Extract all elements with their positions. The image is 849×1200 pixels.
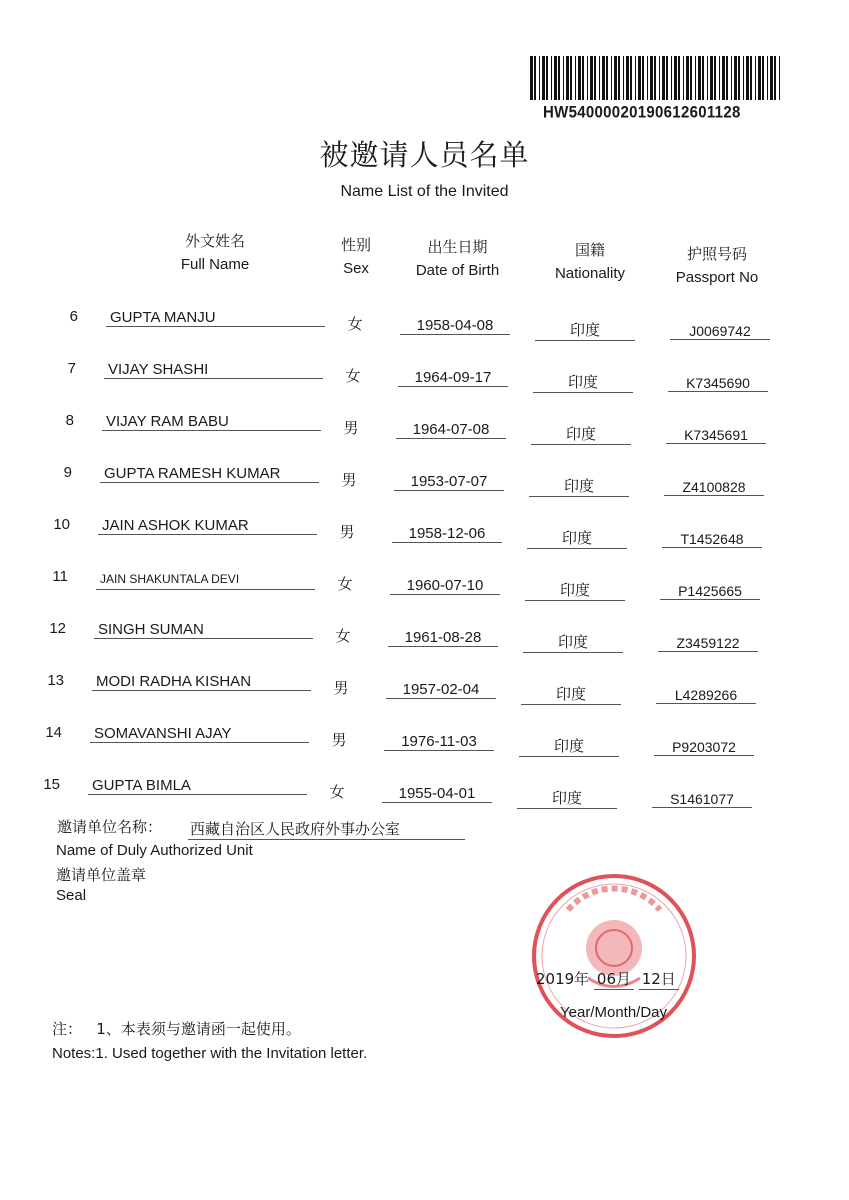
header-passport-cn: 护照号码 <box>686 245 747 263</box>
row-number: 12 <box>49 620 66 637</box>
passport-number: K7345690 <box>668 375 768 392</box>
page-title-en: Name List of the Invited <box>340 183 509 200</box>
sex: 女 <box>329 783 345 801</box>
barcode <box>530 56 782 100</box>
nationality: 印度 <box>523 631 623 653</box>
table-row <box>0 567 849 601</box>
header-nationality-en: Nationality <box>554 265 626 282</box>
barcode-bar <box>707 56 708 100</box>
barcode-bar <box>702 56 704 100</box>
sex: 女 <box>345 367 361 385</box>
date-of-birth: 1953-07-07 <box>394 473 504 491</box>
full-name: GUPTA MANJU <box>106 309 325 327</box>
page-title-cn: 被邀请人员名单 <box>319 138 530 172</box>
barcode-bar <box>722 56 725 100</box>
header-passport <box>665 242 769 290</box>
barcode-bar <box>774 56 776 100</box>
table-row <box>0 307 849 341</box>
barcode-bar <box>686 56 689 100</box>
barcode-bar <box>734 56 737 100</box>
barcode-bar <box>635 56 636 100</box>
barcode-bar <box>551 56 552 100</box>
full-name: GUPTA BIMLA <box>88 777 307 795</box>
date-of-birth: 1955-04-01 <box>382 785 492 803</box>
barcode-bar <box>770 56 773 100</box>
barcode-bar <box>714 56 716 100</box>
barcode-bar <box>710 56 713 100</box>
sex: 女 <box>335 627 351 645</box>
date-of-birth: 1964-07-08 <box>396 421 506 439</box>
nationality: 印度 <box>525 579 625 601</box>
barcode-bar <box>695 56 696 100</box>
date-format-label: Year/Month/Day <box>560 1004 668 1021</box>
row-number: 8 <box>65 412 74 429</box>
full-name: VIJAY SHASHI <box>104 361 323 379</box>
barcode-bar <box>683 56 684 100</box>
barcode-bar <box>738 56 740 100</box>
barcode-bar <box>611 56 612 100</box>
date-of-birth: 1958-12-06 <box>392 525 502 543</box>
barcode-bar <box>630 56 632 100</box>
barcode-bar <box>779 56 780 100</box>
row-number: 10 <box>53 516 70 533</box>
barcode-bar <box>762 56 764 100</box>
barcode-bar <box>546 56 548 100</box>
unit-value-cn: 西藏自治区人民政府外事办公室 <box>188 818 465 840</box>
barcode-bar <box>666 56 668 100</box>
table-row <box>0 723 849 757</box>
header-full-name-en: Full Name <box>180 256 250 273</box>
header-nationality <box>540 238 640 286</box>
passport-number: P1425665 <box>660 583 760 600</box>
date-row <box>536 968 679 990</box>
full-name: JAIN SHAKUNTALA DEVI <box>96 569 315 590</box>
nationality: 印度 <box>519 735 619 757</box>
nationality: 印度 <box>531 423 631 445</box>
nationality: 印度 <box>533 371 633 393</box>
header-dob-en: Date of Birth <box>415 262 500 279</box>
header-sex-en: Sex <box>343 260 369 277</box>
passport-number: J0069742 <box>670 323 770 340</box>
table-row <box>0 775 849 809</box>
header-passport-en: Passport No <box>675 269 759 286</box>
barcode-bar <box>674 56 677 100</box>
row-number: 13 <box>47 672 64 689</box>
full-name: SOMAVANSHI AJAY <box>90 725 309 743</box>
table-row <box>0 671 849 705</box>
barcode-bar <box>659 56 660 100</box>
row-number: 6 <box>69 308 78 325</box>
nationality: 印度 <box>517 787 617 809</box>
date-of-birth: 1958-04-08 <box>400 317 510 335</box>
barcode-bar <box>575 56 576 100</box>
row-number: 9 <box>63 464 72 481</box>
barcode-bar <box>743 56 744 100</box>
barcode-bar <box>698 56 701 100</box>
sex: 男 <box>331 731 347 749</box>
barcode-bar <box>746 56 749 100</box>
barcode-bar <box>554 56 557 100</box>
barcode-bar <box>590 56 593 100</box>
barcode-bar <box>626 56 629 100</box>
barcode-bar <box>566 56 569 100</box>
barcode-bar <box>539 56 540 100</box>
seal-label-cn: 邀请单位盖章 <box>56 866 147 884</box>
passport-number: T1452648 <box>662 531 762 548</box>
table-row <box>0 359 849 393</box>
barcode-bar <box>650 56 653 100</box>
passport-number: K7345691 <box>666 427 766 444</box>
date-day: 12日 <box>639 968 679 990</box>
barcode-bar <box>719 56 720 100</box>
passport-number: L4289266 <box>656 687 756 704</box>
barcode-bar <box>587 56 588 100</box>
barcode-bar <box>558 56 560 100</box>
barcode-bar <box>542 56 545 100</box>
date-of-birth: 1961-08-28 <box>388 629 498 647</box>
barcode-bar <box>563 56 564 100</box>
barcode-bar <box>654 56 656 100</box>
unit-label-en: Name of Duly Authorized Unit <box>56 842 253 859</box>
date-of-birth: 1957-02-04 <box>386 681 496 699</box>
date-month: 06月 <box>594 968 634 990</box>
sex: 女 <box>337 575 353 593</box>
barcode-bar <box>618 56 620 100</box>
row-number: 14 <box>45 724 62 741</box>
barcode-bar <box>662 56 665 100</box>
nationality: 印度 <box>527 527 627 549</box>
notes-en: Notes:1. Used together with the Invitation letter. <box>52 1045 368 1062</box>
barcode-bar <box>750 56 752 100</box>
barcode-bar <box>755 56 756 100</box>
passport-number: Z4100828 <box>664 479 764 496</box>
barcode-bar <box>671 56 672 100</box>
full-name: GUPTA RAMESH KUMAR <box>100 465 319 483</box>
barcode-bar <box>530 56 533 100</box>
header-sex <box>326 233 386 281</box>
header-dob <box>400 235 515 283</box>
seal-label-en: Seal <box>56 887 87 904</box>
header-dob-cn: 出生日期 <box>427 238 488 256</box>
header-sex-cn: 性别 <box>340 236 371 254</box>
date-of-birth: 1960-07-10 <box>390 577 500 595</box>
notes-cn: 注： 1、本表须与邀请函一起使用。 <box>52 1020 301 1038</box>
row-number: 11 <box>52 568 68 585</box>
barcode-bar <box>534 56 536 100</box>
barcode-bar <box>599 56 600 100</box>
nationality: 印度 <box>535 319 635 341</box>
barcode-bar <box>602 56 605 100</box>
barcode-bar <box>606 56 608 100</box>
table-row <box>0 463 849 497</box>
barcode-bar <box>582 56 584 100</box>
barcode-bar <box>731 56 732 100</box>
sex: 男 <box>333 679 349 697</box>
passport-number: P9203072 <box>654 739 754 756</box>
barcode-bar <box>578 56 581 100</box>
nationality: 印度 <box>529 475 629 497</box>
sex: 女 <box>347 315 363 333</box>
date-year: 2019年 <box>536 970 590 988</box>
barcode-bar <box>726 56 728 100</box>
barcode-number: HW54000020190612601128 <box>543 103 741 122</box>
header-nationality-cn: 国籍 <box>574 241 605 259</box>
barcode-bar <box>678 56 680 100</box>
passport-number: S1461077 <box>652 791 752 808</box>
unit-label-cn: 邀请单位名称： <box>57 818 163 836</box>
header-full-name-cn: 外文姓名 <box>184 232 245 250</box>
header-full-name <box>160 229 270 277</box>
row-number: 15 <box>43 776 60 793</box>
sex: 男 <box>341 471 357 489</box>
passport-number: Z3459122 <box>658 635 758 652</box>
barcode-bar <box>594 56 596 100</box>
nationality: 印度 <box>521 683 621 705</box>
barcode-bar <box>638 56 641 100</box>
full-name: SINGH SUMAN <box>94 621 313 639</box>
date-of-birth: 1976-11-03 <box>384 733 494 751</box>
full-name: VIJAY RAM BABU <box>102 413 321 431</box>
barcode-bar <box>614 56 617 100</box>
sex: 男 <box>339 523 355 541</box>
full-name: JAIN ASHOK KUMAR <box>98 517 317 535</box>
barcode-bar <box>570 56 572 100</box>
barcode-bar <box>758 56 761 100</box>
barcode-bar <box>623 56 624 100</box>
barcode-bar <box>767 56 768 100</box>
sex: 男 <box>343 419 359 437</box>
full-name: MODI RADHA KISHAN <box>92 673 311 691</box>
barcode-bar <box>690 56 692 100</box>
table-row <box>0 411 849 445</box>
row-number: 7 <box>67 360 76 377</box>
barcode-bar <box>647 56 648 100</box>
table-row <box>0 619 849 653</box>
table-row <box>0 515 849 549</box>
barcode-bar <box>642 56 644 100</box>
date-of-birth: 1964-09-17 <box>398 369 508 387</box>
